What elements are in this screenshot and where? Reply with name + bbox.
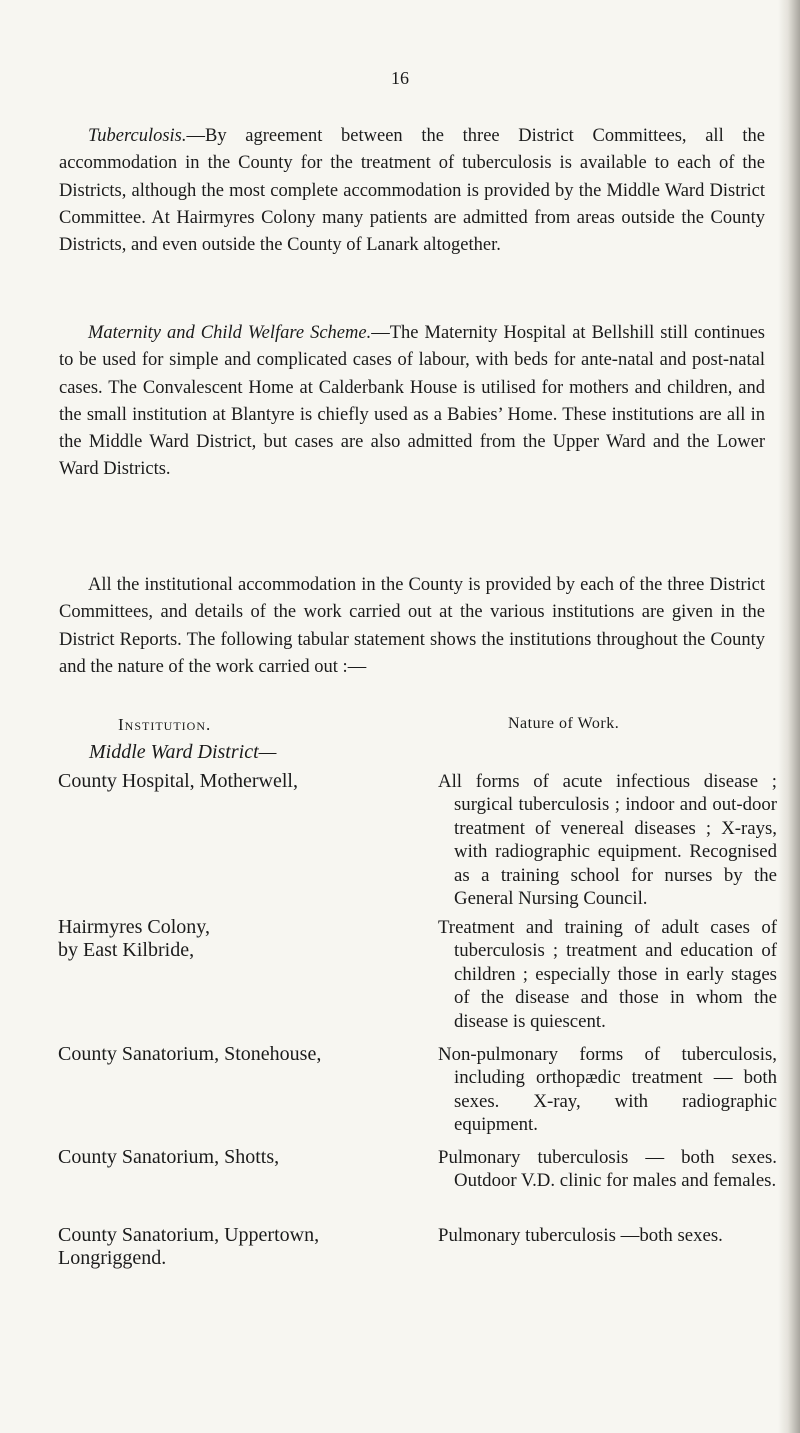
paragraph-lead: Maternity and Child Welfare Scheme. <box>88 323 372 343</box>
page-number: 16 <box>391 68 409 88</box>
institution-line: Longriggend. <box>58 1247 167 1269</box>
institution-line: County Sanatorium, Stonehouse, <box>58 1043 322 1065</box>
institution-line: Hairmyres Colony, <box>58 916 211 938</box>
paragraph-institutions <box>59 572 765 681</box>
paragraph-text: —By agreement between the three District Committees, all the accommodation in the County for the treatment of tuberculosis is available to each of the Districts, although the most complete accommodation is provided by the Middle Ward District Committee. At Hairmyres Colony many patients are admitted from areas outside the County Districts, and even outside the County of Lanark altogether. <box>59 126 765 256</box>
paragraph-text: —The Maternity Hospital at Bellshill still continues to be used for simple and complicated cases of labour, with beds for ante-natal and post-natal cases. The Convalescent Home at Calderbank House is utilised for mothers and children, and the small institution at Blantyre is chiefly used as a Babies’ Home. These institutions are all in the Middle Ward District, but cases are also admitted from the Upper Ward and the Lower Ward Districts. <box>59 323 765 480</box>
institution-line: County Sanatorium, Uppertown, <box>58 1224 320 1246</box>
table-row-institution <box>58 1043 468 1066</box>
paragraph-lead: Tuberculosis. <box>88 126 187 146</box>
table-row-work: Pulmonary tuberculosis — both sexes. Outdoor V.D. clinic for males and females. <box>438 1147 777 1192</box>
page-edge-shadow <box>778 0 800 1433</box>
table-row-institution <box>58 770 468 793</box>
institution-line: by East Kilbride, <box>58 939 195 961</box>
paragraph-text: All the institutional accommodation in the County is provided by each of the three District Committees, and details of the work carried out at the various institutions are given in the District Reports. The following tabular statement shows the institutions throughout the County and the nature of the work carried out :— <box>59 575 765 677</box>
column-header-nature-of-work: Nature of Work. <box>508 715 620 732</box>
paragraph-tuberculosis <box>59 123 765 259</box>
table-row-institution <box>58 1224 468 1270</box>
institution-line: County Sanatorium, Shotts, <box>58 1146 280 1168</box>
institution-line: County Hospital, Motherwell, <box>58 770 298 792</box>
table-row-work: Treatment and training of adult cases of tuberculosis ; treatment and education of children ; especially those in early stages of the disease and those in whom the disease is quiescent. <box>438 917 777 1032</box>
paragraph-maternity <box>59 320 765 484</box>
table-row-work: Non-pulmonary forms of tuberculosis, including orthopædic treatment — both sexes. X-ray, with radiographic equipment. <box>438 1044 777 1136</box>
table-row-work: Pulmonary tuberculosis —both sexes. <box>438 1225 723 1246</box>
district-heading: Middle Ward District— <box>89 741 277 763</box>
table-row-institution <box>58 1146 468 1169</box>
table-row-institution <box>58 916 468 962</box>
column-header-institution: Institution. <box>118 715 212 734</box>
table-row-work: All forms of acute infectious disease ; surgical tuberculosis ; indoor and out-door treatment of venereal diseases ; X-rays, with radiographic equipment. Recognised as a training school for nurses by the General Nursing Council. <box>438 771 777 910</box>
